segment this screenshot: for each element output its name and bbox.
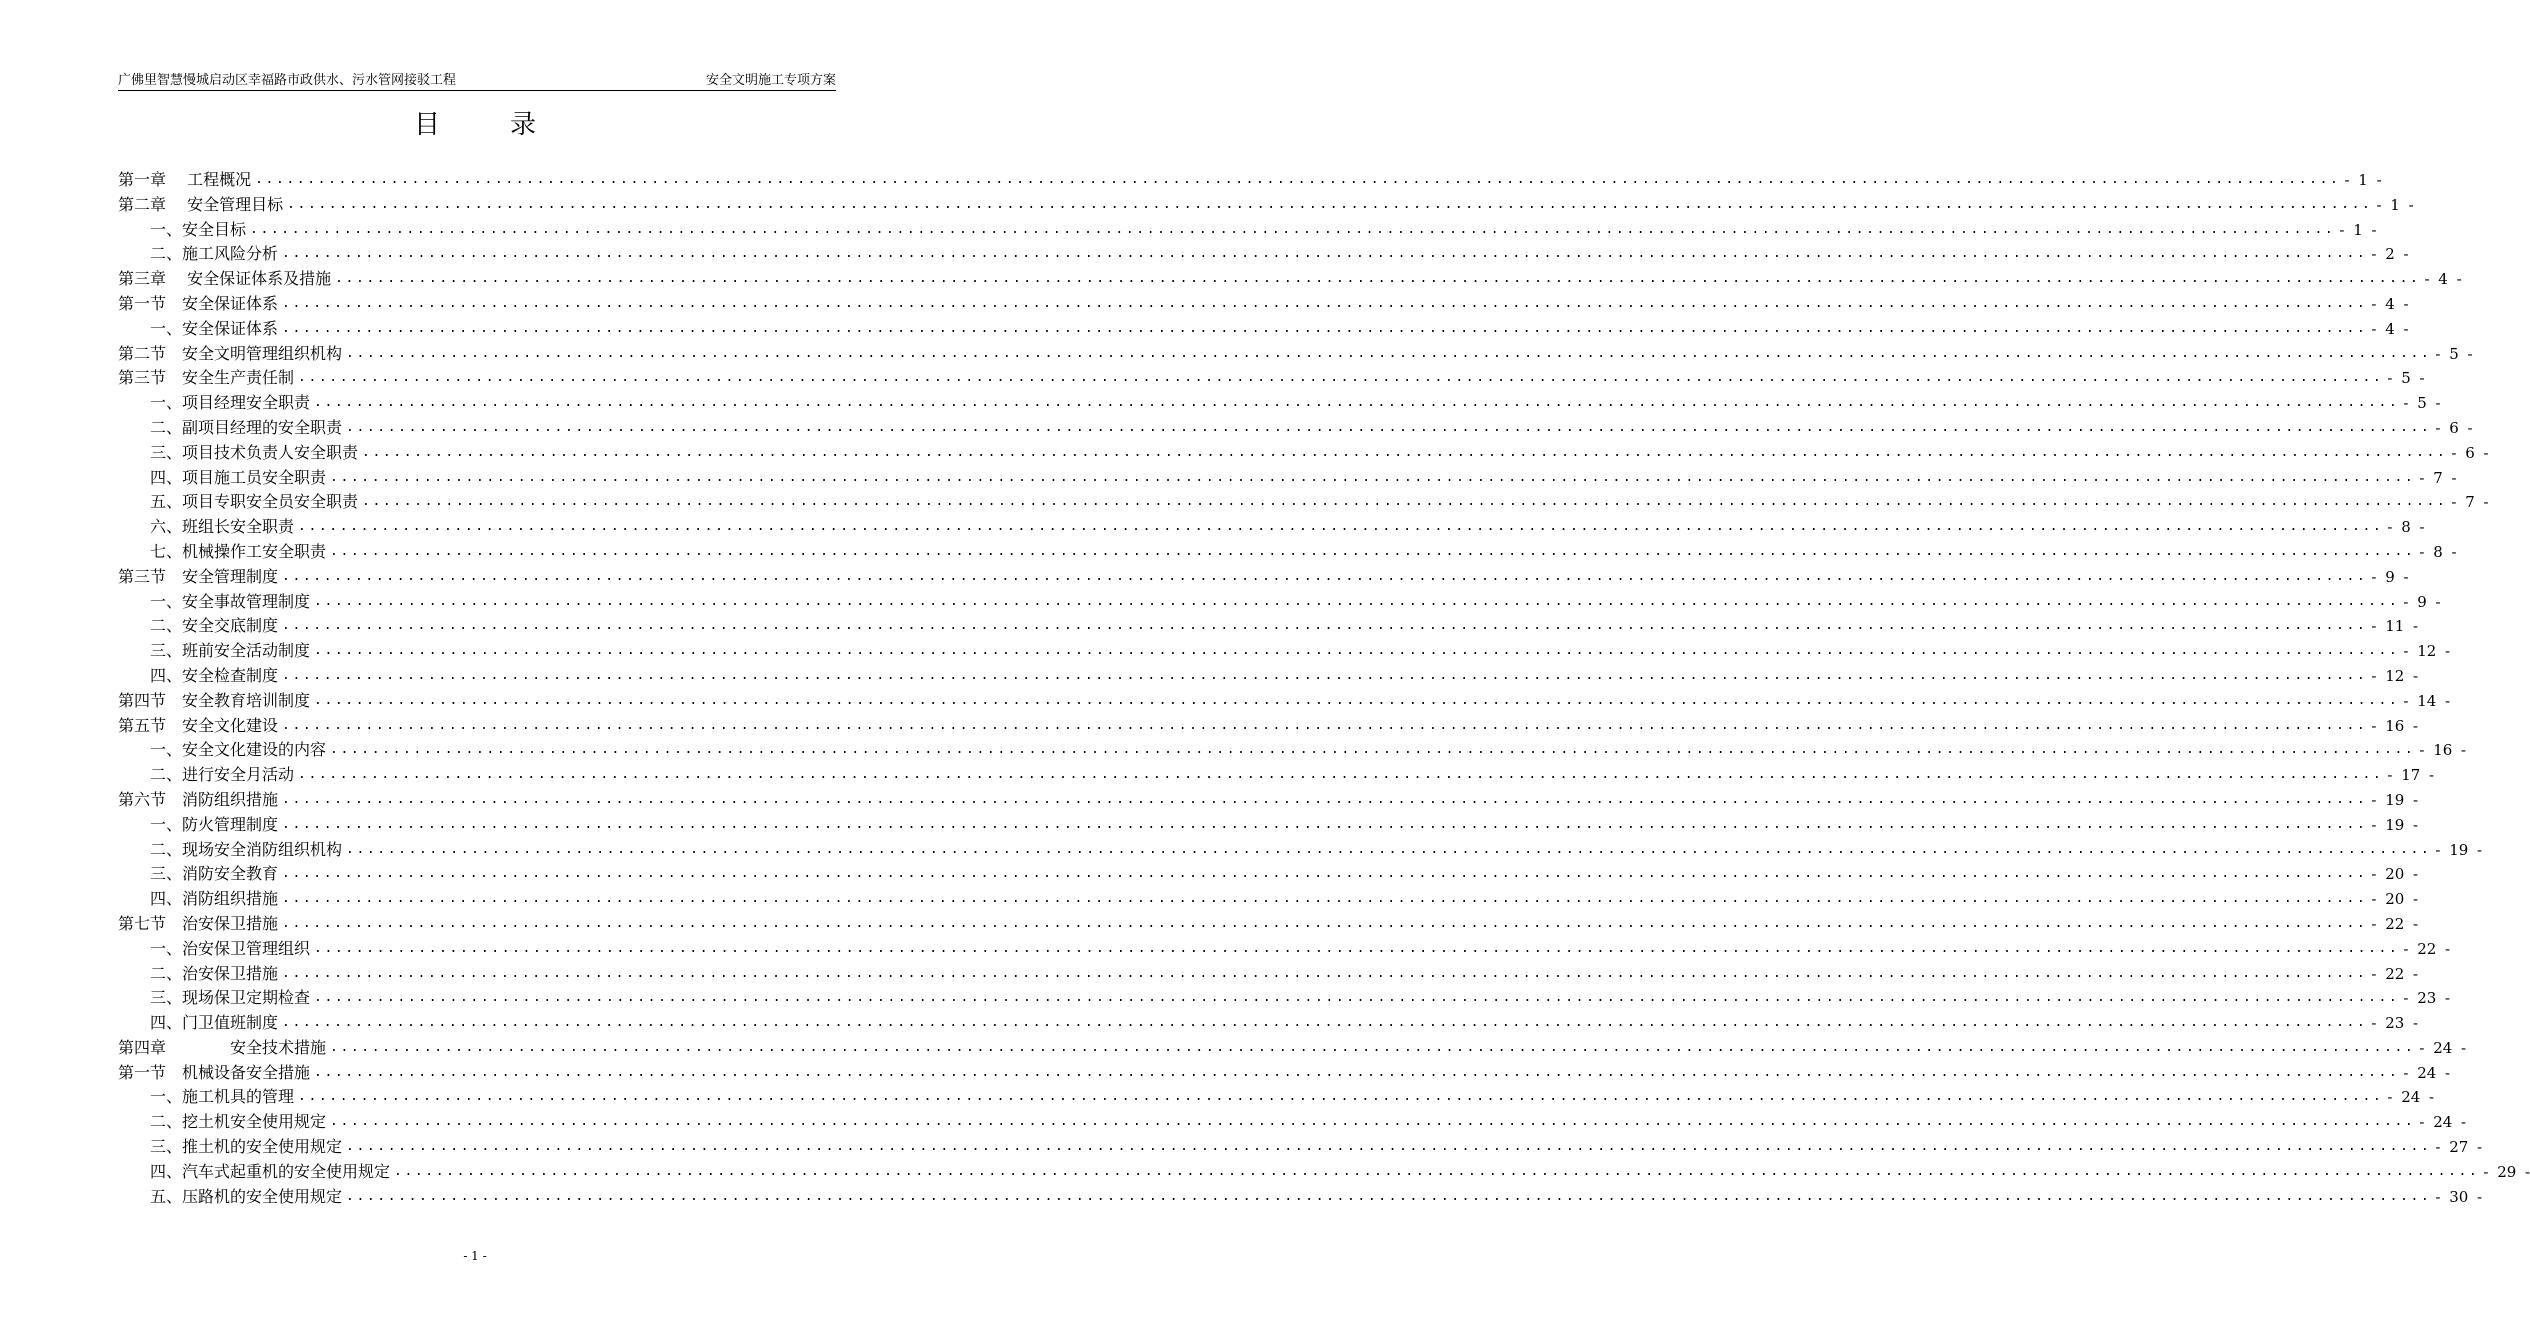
toc-entry-page: - 5 - xyxy=(2403,394,2441,413)
toc-entry-label: 二、现场安全消防组织机构 xyxy=(150,839,343,859)
toc-entry[interactable] xyxy=(118,466,2457,491)
toc-entry-label: 一、治安保卫管理组织 xyxy=(150,938,311,958)
toc-entry[interactable] xyxy=(118,738,2467,763)
toc-entry-label: 第一节 安全保证体系 xyxy=(118,293,279,313)
toc-dot-leader: ........................................................................................................................................................................................................ xyxy=(298,1089,2384,1105)
toc-dot-leader: ........................................................................................................................................................................................................ xyxy=(282,791,2368,807)
toc-entry-page: - 19 - xyxy=(2371,815,2419,834)
toc-entry-page: - 19 - xyxy=(2435,840,2483,859)
toc-entry[interactable] xyxy=(118,714,2419,739)
toc-entry[interactable] xyxy=(118,540,2457,565)
toc-entry-page: - 12 - xyxy=(2403,642,2451,661)
toc-entry[interactable] xyxy=(118,1110,2467,1135)
toc-dot-leader: ........................................................................................................................................................................................................ xyxy=(282,915,2368,931)
toc-entry-page: - 20 - xyxy=(2371,890,2419,909)
toc-entry-page: - 24 - xyxy=(2403,1063,2451,1082)
toc-entry-page: - 12 - xyxy=(2371,666,2419,685)
toc-entry[interactable] xyxy=(118,168,2382,193)
toc-entry[interactable] xyxy=(118,565,2409,590)
toc-entry-label: 四、汽车式起重机的安全使用规定 xyxy=(150,1161,391,1181)
toc-entry-label: 三、推土机的安全使用规定 xyxy=(150,1137,343,1157)
toc-entry[interactable] xyxy=(118,366,2425,391)
toc-entry[interactable] xyxy=(118,912,2419,937)
toc-title: 目 录 xyxy=(413,110,558,140)
toc-dot-leader: ........................................................................................................................................................................................................ xyxy=(282,717,2368,733)
toc-entry-label: 第三节 安全生产责任制 xyxy=(118,368,295,388)
toc-dot-leader: ........................................................................................................................................................................................................ xyxy=(362,494,2448,510)
toc-dot-leader: ........................................................................................................................................................................................................ xyxy=(282,618,2368,634)
toc-entry-label: 三、消防安全教育 xyxy=(150,864,279,884)
toc-entry[interactable] xyxy=(118,986,2451,1011)
toc-entry-page: - 7 - xyxy=(2451,493,2489,512)
toc-dot-leader: ........................................................................................................................................................................................................ xyxy=(282,866,2368,882)
toc-entry-page: - 8 - xyxy=(2387,518,2425,537)
toc-entry[interactable] xyxy=(118,490,2489,515)
toc-dot-leader: ........................................................................................................................................................................................................ xyxy=(346,1139,2432,1155)
toc-entry[interactable] xyxy=(118,788,2419,813)
toc-entry-label: 二、进行安全月活动 xyxy=(150,765,295,785)
toc-entry-page: - 22 - xyxy=(2403,939,2451,958)
toc-entry-label: 四、安全检查制度 xyxy=(150,665,279,685)
toc-entry-label: 二、副项目经理的安全职责 xyxy=(150,417,343,437)
toc-entry-page: - 1 - xyxy=(2344,171,2382,189)
toc-entry[interactable] xyxy=(118,862,2419,887)
toc-entry[interactable] xyxy=(118,962,2419,987)
toc-entry-label: 四、门卫值班制度 xyxy=(150,1013,279,1033)
toc-entry-label: 一、安全目标 xyxy=(150,219,247,239)
toc-entry-page: - 5 - xyxy=(2435,344,2473,363)
toc-dot-leader: ........................................................................................................................................................................................................ xyxy=(346,345,2432,361)
toc-dot-leader: ........................................................................................................................................................................................................ xyxy=(394,1163,2480,1179)
toc-entry-label: 二、施工风险分析 xyxy=(150,244,279,264)
toc-entry-label: 四、项目施工员安全职责 xyxy=(150,467,327,487)
toc-dot-leader: ........................................................................................................................................................................................................ xyxy=(330,1114,2416,1130)
toc-entry-label: 第一章 工程概况 xyxy=(118,170,252,189)
toc-entry-page: - 23 - xyxy=(2371,1014,2419,1033)
toc-entry-page: - 16 - xyxy=(2371,716,2419,735)
toc-dot-leader: ........................................................................................................................................................................................................ xyxy=(282,246,2368,262)
toc-dot-leader: ........................................................................................................................................................................................................ xyxy=(282,295,2368,311)
page-number: - 1 - xyxy=(463,1249,487,1263)
toc-entry-page: - 19 - xyxy=(2371,790,2419,809)
toc-dot-leader: ........................................................................................................................................................................................................ xyxy=(314,395,2400,411)
toc-entry-label: 五、压路机的安全使用规定 xyxy=(150,1186,343,1206)
toc-dot-leader: ........................................................................................................................................................................................................ xyxy=(330,742,2416,758)
toc-entry[interactable] xyxy=(118,838,2483,863)
toc-entry-label: 四、消防组织措施 xyxy=(150,889,279,909)
header-document-name: 安全文明施工专项方案 xyxy=(705,73,836,88)
toc-entry-label: 二、挖土机安全使用规定 xyxy=(150,1112,327,1132)
toc-dot-leader: ........................................................................................................................................................................................................ xyxy=(330,1039,2416,1055)
toc-entry[interactable] xyxy=(118,317,2409,342)
toc-entry-label: 三、现场保卫定期检查 xyxy=(150,988,311,1008)
toc-entry[interactable] xyxy=(118,1011,2419,1036)
toc-entry-page: - 5 - xyxy=(2387,369,2425,388)
toc-entry-page: - 7 - xyxy=(2419,468,2457,487)
toc-entry-page: - 24 - xyxy=(2419,1113,2467,1132)
toc-entry-label: 三、班前安全活动制度 xyxy=(150,641,311,661)
toc-entry[interactable] xyxy=(118,763,2435,788)
toc-entry[interactable] xyxy=(118,267,2462,292)
toc-entry-page: - 24 - xyxy=(2419,1038,2467,1057)
toc-entry-page: - 22 - xyxy=(2371,914,2419,933)
toc-dot-leader: ........................................................................................................................................................................................................ xyxy=(282,568,2368,584)
toc-dot-leader: ........................................................................................................................................................................................................ xyxy=(346,419,2432,435)
toc-entry[interactable] xyxy=(118,515,2425,540)
toc-entry[interactable] xyxy=(118,193,2414,218)
toc-dot-leader: ........................................................................................................................................................................................................ xyxy=(282,667,2368,683)
toc-entry-label: 第四章 安全技术措施 xyxy=(118,1037,327,1057)
toc-entry[interactable] xyxy=(118,342,2473,367)
toc-entry-label: 第二节 安全文明管理组织机构 xyxy=(118,343,343,363)
toc-dot-leader: ........................................................................................................................................................................................................ xyxy=(330,469,2416,485)
toc-entry-label: 一、安全文化建设的内容 xyxy=(150,740,327,760)
toc-entry-page: - 1 - xyxy=(2339,220,2377,239)
toc-entry-page: - 9 - xyxy=(2371,567,2409,586)
toc-entry[interactable] xyxy=(118,1085,2435,1110)
toc-entry-page: - 16 - xyxy=(2419,741,2467,760)
toc-entry-label: 二、安全交底制度 xyxy=(150,616,279,636)
toc-dot-leader: ........................................................................................................................................................................................................ xyxy=(282,1015,2368,1031)
toc-entry[interactable] xyxy=(118,887,2419,912)
toc-dot-leader: ........................................................................................................................................................................................................ xyxy=(255,172,2341,187)
toc-entry-label: 第六节 消防组织措施 xyxy=(118,789,279,809)
toc-entry[interactable] xyxy=(118,441,2489,466)
toc-entry-label: 第一节 机械设备安全措施 xyxy=(118,1062,311,1082)
toc-dot-leader: ........................................................................................................................................................................................................ xyxy=(346,841,2432,857)
toc-dot-leader: ........................................................................................................................................................................................................ xyxy=(330,543,2416,559)
toc-dot-leader: ........................................................................................................................................................................................................ xyxy=(282,965,2368,981)
toc-dot-leader: ........................................................................................................................................................................................................ xyxy=(282,320,2368,336)
toc-dot-leader: ........................................................................................................................................................................................................ xyxy=(298,767,2384,783)
toc-entry-page: - 6 - xyxy=(2435,418,2473,437)
toc-entry-label: 三、项目技术负责人安全职责 xyxy=(150,442,359,462)
toc-dot-leader: ........................................................................................................................................................................................................ xyxy=(298,370,2384,386)
table-of-contents xyxy=(118,168,2530,1209)
toc-dot-leader: ........................................................................................................................................................................................................ xyxy=(314,1064,2400,1080)
toc-entry-label: 六、班组长安全职责 xyxy=(150,517,295,537)
toc-dot-leader: ........................................................................................................................................................................................................ xyxy=(282,816,2368,832)
toc-entry-page: - 9 - xyxy=(2403,592,2441,611)
toc-entry-page: - 4 - xyxy=(2371,294,2409,313)
toc-dot-leader: ........................................................................................................................................................................................................ xyxy=(250,221,2336,237)
toc-entry-page: - 30 - xyxy=(2435,1187,2483,1206)
toc-entry-page: - 1 - xyxy=(2376,195,2414,214)
toc-entry-page: - 4 - xyxy=(2424,270,2462,289)
toc-dot-leader: ........................................................................................................................................................................................................ xyxy=(314,692,2400,708)
toc-entry-label: 第四节 安全教育培训制度 xyxy=(118,690,311,710)
toc-entry[interactable] xyxy=(118,590,2441,615)
toc-dot-leader: ........................................................................................................................................................................................................ xyxy=(314,940,2400,956)
page-header xyxy=(118,66,836,91)
toc-entry[interactable] xyxy=(118,1036,2467,1061)
toc-entry-label: 一、施工机具的管理 xyxy=(150,1087,295,1107)
toc-entry-page: - 27 - xyxy=(2435,1138,2483,1157)
toc-dot-leader: ........................................................................................................................................................................................................ xyxy=(314,593,2400,609)
toc-entry-label: 第二章 安全管理目标 xyxy=(118,194,284,214)
toc-entry-page: - 4 - xyxy=(2371,319,2409,338)
toc-dot-leader: ........................................................................................................................................................................................................ xyxy=(282,891,2368,907)
toc-entry-page: - 29 - xyxy=(2483,1162,2530,1181)
toc-entry-page: - 2 - xyxy=(2371,245,2409,264)
toc-entry[interactable] xyxy=(118,1160,2530,1185)
toc-entry-page: - 24 - xyxy=(2387,1088,2435,1107)
toc-entry-page: - 6 - xyxy=(2451,443,2489,462)
toc-entry[interactable] xyxy=(118,664,2419,689)
toc-entry-label: 一、安全保证体系 xyxy=(150,318,279,338)
toc-dot-leader: ........................................................................................................................................................................................................ xyxy=(335,271,2421,287)
toc-entry-page: - 23 - xyxy=(2403,989,2451,1008)
toc-entry[interactable] xyxy=(118,937,2451,962)
toc-dot-leader: ........................................................................................................................................................................................................ xyxy=(314,643,2400,659)
toc-entry-label: 第七节 治安保卫措施 xyxy=(118,913,279,933)
toc-entry[interactable] xyxy=(118,813,2419,838)
toc-entry-page: - 22 - xyxy=(2371,964,2419,983)
toc-dot-leader: ........................................................................................................................................................................................................ xyxy=(298,519,2384,535)
toc-dot-leader: ........................................................................................................................................................................................................ xyxy=(362,444,2448,460)
toc-entry-label: 七、机械操作工安全职责 xyxy=(150,541,327,561)
toc-entry-label: 第三章 安全保证体系及措施 xyxy=(118,269,332,289)
toc-dot-leader: ........................................................................................................................................................................................................ xyxy=(346,1188,2432,1204)
toc-entry-page: - 20 - xyxy=(2371,865,2419,884)
toc-entry[interactable] xyxy=(118,242,2409,267)
header-project-name: 广佛里智慧慢城启动区幸福路市政供水、污水管网接驳工程 xyxy=(118,73,457,88)
toc-entry[interactable] xyxy=(118,218,2377,243)
toc-entry[interactable] xyxy=(118,391,2441,416)
toc-entry[interactable] xyxy=(118,689,2451,714)
toc-entry-label: 一、防火管理制度 xyxy=(150,814,279,834)
toc-entry[interactable] xyxy=(118,1185,2483,1210)
toc-entry-page: - 8 - xyxy=(2419,542,2457,561)
toc-dot-leader: ........................................................................................................................................................................................................ xyxy=(314,990,2400,1006)
toc-entry-page: - 17 - xyxy=(2387,766,2435,785)
toc-entry[interactable] xyxy=(118,614,2419,639)
toc-entry-label: 第三节 安全管理制度 xyxy=(118,566,279,586)
toc-entry[interactable] xyxy=(118,1061,2451,1086)
toc-entry-label: 五、项目专职安全员安全职责 xyxy=(150,492,359,512)
toc-entry[interactable] xyxy=(118,292,2409,317)
toc-entry-page: - 11 - xyxy=(2371,617,2419,636)
toc-entry-label: 二、治安保卫措施 xyxy=(150,963,279,983)
toc-entry-label: 一、项目经理安全职责 xyxy=(150,393,311,413)
toc-entry[interactable] xyxy=(118,1135,2483,1160)
toc-entry-page: - 14 - xyxy=(2403,691,2451,710)
toc-dot-leader: ........................................................................................................................................................................................................ xyxy=(287,196,2373,212)
toc-entry[interactable] xyxy=(118,639,2451,664)
toc-entry-label: 第五节 安全文化建设 xyxy=(118,715,279,735)
toc-entry[interactable] xyxy=(118,416,2473,441)
toc-entry-label: 一、安全事故管理制度 xyxy=(150,591,311,611)
